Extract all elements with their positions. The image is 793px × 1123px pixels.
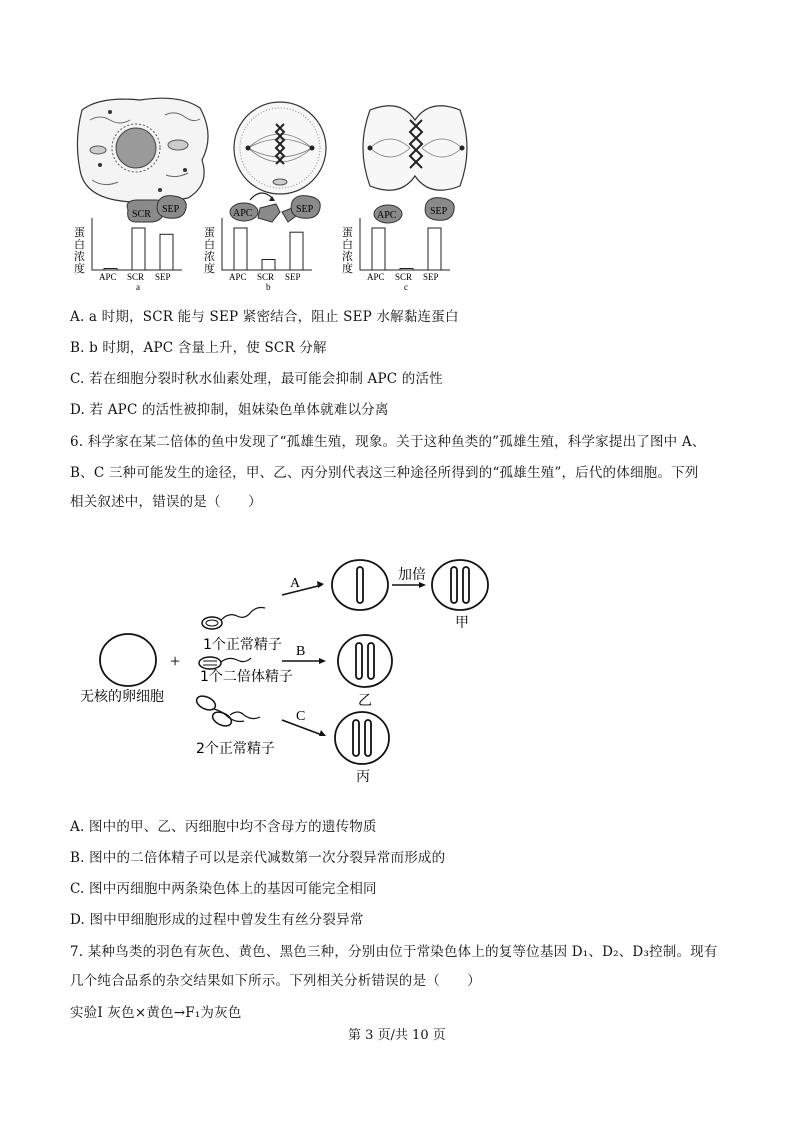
sep-protein-label-a: SEP [162, 204, 180, 215]
y-axis-label-char: 白 [342, 239, 353, 251]
cell-label-yi: 乙 [358, 693, 372, 709]
cell-intermediate [332, 560, 388, 610]
cell-bing [335, 712, 389, 764]
x-tick-label: SEP [155, 272, 171, 282]
interphase-cell-illustration [77, 98, 208, 202]
bar-apc [234, 228, 247, 270]
panel-tag: a [136, 282, 140, 292]
egg-label: 无核的卵细胞 [80, 689, 164, 705]
y-axis-label-char: 白 [74, 239, 85, 251]
sep-protein-label-c: SEP [430, 206, 448, 217]
bar-scr [400, 269, 413, 271]
page-footer: 第 3 页/共 10 页 [348, 1028, 446, 1043]
path-label-c: C [296, 709, 306, 724]
x-tick-label: SCR [127, 272, 145, 282]
plus-sign: + [170, 651, 181, 671]
q6-diagram [80, 555, 510, 795]
sperm-normal-a [202, 608, 265, 630]
protein-bar-charts [74, 218, 450, 292]
y-axis-label-char: 浓 [74, 251, 85, 263]
x-tick-label: SCR [257, 272, 275, 282]
q5-option-b: B. b 时期，APC 含量上升，使 SCR 分解 [70, 340, 327, 356]
sperm-normal-c [194, 693, 260, 728]
q6-option-d: D. 图中甲细胞形成的过程中曾发生有丝分裂异常 [70, 912, 364, 928]
q6-stem-line3: 相关叙述中，错误的是（ ） [70, 494, 262, 510]
y-axis-label-char: 蛋 [342, 227, 353, 239]
q5-option-a: A. a 时期，SCR 能与 SEP 紧密结合，阻止 SEP 水解黏连蛋白 [70, 309, 459, 325]
cell-yi [338, 635, 392, 687]
y-axis-label-char: 度 [204, 263, 215, 275]
x-tick-label: SEP [285, 272, 301, 282]
q6-stem-line2: B、C 三种可能发生的途径，甲、乙、丙分别代表这三种途径所得到的“孤雄生殖”，后代的体细胞。下列 [70, 465, 699, 481]
y-axis-label-char: 浓 [342, 251, 353, 263]
bar-sep [428, 228, 441, 270]
panel-tag: b [266, 282, 271, 292]
cell-jia [432, 560, 488, 610]
q5-option-c: C. 若在细胞分裂时秋水仙素处理，最可能会抑制 APC 的活性 [70, 371, 443, 387]
egg-cell [100, 634, 156, 686]
scr-protein-label-a: SCR [132, 209, 151, 220]
sperm-label-two-normal: 2个正常精子 [196, 741, 275, 757]
y-axis-label-char: 蛋 [74, 227, 85, 239]
y-axis-label-char: 浓 [204, 251, 215, 263]
q6-option-c: C. 图中丙细胞中两条染色体上的基因可能完全相同 [70, 881, 377, 897]
x-tick-label: APC [367, 272, 385, 282]
q6-option-b: B. 图中的二倍体精子可以是亲代减数第一次分裂异常而形成的 [70, 850, 446, 866]
y-axis-label-char: 白 [204, 239, 215, 251]
cell-label-jia: 甲 [455, 615, 469, 631]
x-tick-label: SEP [423, 272, 439, 282]
bar-sep [160, 234, 173, 270]
bar-scr [262, 260, 275, 271]
anaphase-cell-illustration [363, 106, 467, 190]
bar-apc [104, 269, 117, 271]
path-label-a: A [290, 576, 301, 591]
x-tick-label: APC [99, 272, 117, 282]
q6-stem-line1: 6. 科学家在某二倍体的鱼中发现了“孤雄生殖，现象。关于这种鱼类的”孤雄生殖，科学家提出了图中 A、 [70, 434, 706, 450]
figure-cell-cycle [70, 90, 470, 300]
sperm-label-diploid: 1个二倍体精子 [200, 669, 293, 685]
y-axis-label-char: 度 [74, 263, 85, 275]
x-tick-label: APC [229, 272, 247, 282]
q7-stem-line2: 几个纯合品系的杂交结果如下所示。下列相关分析错误的是（ ） [70, 973, 481, 989]
apc-protein-label-c: APC [377, 210, 397, 221]
bar-apc [372, 228, 385, 270]
panel-tag: c [404, 282, 408, 292]
q7-experiment-1: 实验Ⅰ 灰色×黄色→F₁为灰色 [70, 1005, 242, 1021]
metaphase-cell-illustration [234, 102, 326, 194]
y-axis-label-char: 度 [342, 263, 353, 275]
sperm-label-normal-1: 1个正常精子 [203, 637, 282, 653]
apc-protein-label-b: APC [233, 208, 253, 219]
y-axis-label-char: 蛋 [204, 227, 215, 239]
x-tick-label: SCR [395, 272, 413, 282]
bar-sep [290, 232, 303, 270]
sperm-diploid-b [199, 657, 251, 669]
sep-protein-label-b: SEP [296, 204, 314, 215]
q5-option-d: D. 若 APC 的活性被抑制，姐妹染色单体就难以分离 [70, 402, 389, 418]
q6-option-a: A. 图中的甲、乙、丙细胞中均不含母方的遗传物质 [70, 819, 377, 835]
double-label: 加倍 [398, 567, 426, 583]
cell-label-bing: 丙 [356, 769, 370, 785]
bar-scr [132, 228, 145, 270]
path-label-b: B [296, 644, 306, 659]
q7-stem-line1: 7. 某种鸟类的羽色有灰色、黄色、黑色三种，分别由位于常染色体上的复等位基因 D₁、D₂、D₃控制。现有 [70, 944, 718, 960]
protein-blobs [127, 193, 454, 223]
